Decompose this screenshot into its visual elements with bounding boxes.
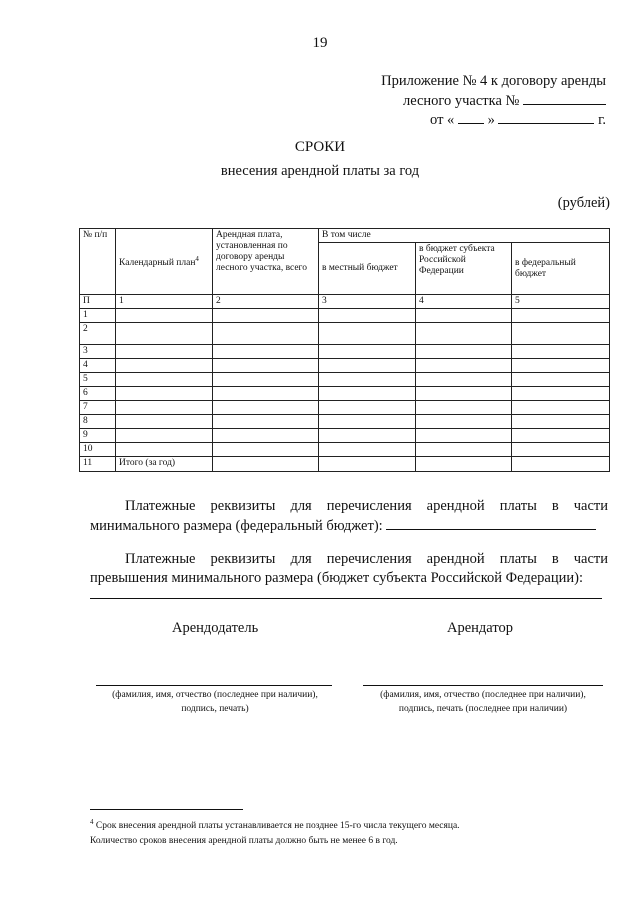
table-row <box>80 323 610 345</box>
row-plan <box>116 359 213 373</box>
lessor-note-line-1: (фамилия, имя, отчество (последнее при наличии), <box>112 690 318 700</box>
lessee-signature-note <box>356 688 610 716</box>
row-number: 1 <box>80 309 116 323</box>
contract-number-blank <box>523 91 606 105</box>
table-row <box>80 429 610 443</box>
cell-rent-total <box>213 401 319 415</box>
header-including: В том числе <box>319 229 610 243</box>
cell-local-budget <box>319 387 416 401</box>
cell-subject-budget <box>416 345 512 359</box>
footnote-marker: 4 <box>90 818 94 826</box>
row-number: 8 <box>80 415 116 429</box>
cell-local-budget <box>319 415 416 429</box>
document-subtitle: внесения арендной платы за год <box>220 163 420 179</box>
row-plan <box>116 387 213 401</box>
cell-local-budget <box>319 429 416 443</box>
lessee-note-line-2: подпись, печать (последнее при наличии) <box>398 704 568 714</box>
cell-subject-budget <box>416 323 512 345</box>
cell-local-budget <box>319 323 416 345</box>
cell-local-budget <box>319 309 416 323</box>
cell-subject-budget <box>416 359 512 373</box>
row-plan: Итого (за год) <box>116 457 213 472</box>
requisites-subject-line-1: Платежные реквизиты для перечисления арендной платы в части <box>125 551 608 567</box>
requisites-federal <box>90 497 608 536</box>
units-label: (рублей) <box>557 195 610 211</box>
lessor-signature-note <box>90 688 340 716</box>
row-plan <box>116 323 213 345</box>
lessee-note-line-1: (фамилия, имя, отчество (последнее при наличии), <box>380 690 586 700</box>
cell-rent-total <box>213 387 319 401</box>
table-row <box>80 443 610 457</box>
cell-rent-total <box>213 309 319 323</box>
footnote-line-2: Количество сроков внесения арендной платы должно быть не менее 6 в год. <box>90 836 398 847</box>
page-number: 19 <box>312 35 328 51</box>
appendix-line-1: Приложение № 4 к договору аренды <box>381 73 606 89</box>
date-year-suffix: г. <box>598 112 606 128</box>
column-number: 2 <box>213 295 319 309</box>
cell-subject-budget <box>416 373 512 387</box>
cell-subject-budget <box>416 401 512 415</box>
lessee-label: Арендатор <box>447 620 514 636</box>
appendix-line-3 <box>430 110 606 130</box>
cell-subject-budget <box>416 429 512 443</box>
cell-federal-budget <box>512 457 610 472</box>
table-row <box>80 345 610 359</box>
row-plan <box>116 373 213 387</box>
row-plan <box>116 309 213 323</box>
cell-local-budget <box>319 345 416 359</box>
date-month-year-blank <box>498 110 594 124</box>
cell-local-budget <box>319 457 416 472</box>
lessee-signature-line <box>363 685 603 686</box>
cell-rent-total <box>213 359 319 373</box>
cell-local-budget <box>319 359 416 373</box>
cell-local-budget <box>319 401 416 415</box>
column-number: 1 <box>116 295 213 309</box>
payment-schedule-table <box>79 228 610 472</box>
cell-local-budget <box>319 443 416 457</box>
federal-requisites-blank <box>386 516 596 530</box>
header-rent-total: Арендная плата, установленная по договору аренды лесного участка, всего <box>213 229 319 295</box>
row-number: 4 <box>80 359 116 373</box>
cell-rent-total <box>213 415 319 429</box>
row-plan <box>116 345 213 359</box>
row-number: 11 <box>80 457 116 472</box>
cell-federal-budget <box>512 443 610 457</box>
cell-federal-budget <box>512 323 610 345</box>
cell-subject-budget <box>416 415 512 429</box>
row-number: 2 <box>80 323 116 345</box>
row-number: 7 <box>80 401 116 415</box>
column-number: П <box>80 295 116 309</box>
footnote <box>90 815 610 849</box>
cell-subject-budget <box>416 443 512 457</box>
header-federal-budget: в федеральный бюджет <box>512 243 610 295</box>
cell-rent-total <box>213 457 319 472</box>
row-number: 10 <box>80 443 116 457</box>
requisites-federal-line-1: Платежные реквизиты для перечисления арендной платы в части <box>125 498 608 514</box>
table-row <box>80 387 610 401</box>
header-number: № п/п <box>80 229 116 295</box>
row-plan <box>116 443 213 457</box>
table-row <box>80 359 610 373</box>
row-plan <box>116 415 213 429</box>
lessor-label: Арендодатель <box>172 620 259 636</box>
table-row <box>80 415 610 429</box>
requisites-federal-line-2 <box>90 516 608 536</box>
column-numbers-row <box>80 295 610 309</box>
cell-subject-budget <box>416 387 512 401</box>
requisites-federal-line-2-text: минимального размера (федеральный бюджет): <box>90 518 383 534</box>
cell-federal-budget <box>512 415 610 429</box>
requisites-subject <box>90 550 608 588</box>
cell-federal-budget <box>512 387 610 401</box>
cell-subject-budget <box>416 457 512 472</box>
subject-requisites-blank <box>90 598 602 599</box>
cell-rent-total <box>213 443 319 457</box>
date-open-quote: от « <box>430 112 455 128</box>
table-row-total <box>80 457 610 472</box>
cell-subject-budget <box>416 309 512 323</box>
cell-rent-total <box>213 373 319 387</box>
document-title: СРОКИ <box>294 139 346 155</box>
requisites-subject-line-2: превышения минимального размера (бюджет субъекта Российской Федерации): <box>90 570 583 586</box>
appendix-line-2 <box>403 91 606 111</box>
cell-federal-budget <box>512 429 610 443</box>
row-number: 5 <box>80 373 116 387</box>
cell-federal-budget <box>512 309 610 323</box>
cell-federal-budget <box>512 359 610 373</box>
footnote-separator <box>90 809 243 810</box>
cell-rent-total <box>213 345 319 359</box>
table-row <box>80 309 610 323</box>
row-plan <box>116 401 213 415</box>
column-number: 3 <box>319 295 416 309</box>
table-row <box>80 373 610 387</box>
date-day-blank <box>458 110 484 124</box>
cell-federal-budget <box>512 345 610 359</box>
column-number: 4 <box>416 295 512 309</box>
row-number: 3 <box>80 345 116 359</box>
lessor-note-line-2: подпись, печать) <box>181 704 249 714</box>
appendix-line-2-text: лесного участка № <box>402 93 520 109</box>
lessor-signature-line <box>96 685 332 686</box>
cell-rent-total <box>213 429 319 443</box>
cell-rent-total <box>213 323 319 345</box>
header-plan <box>116 229 213 295</box>
cell-local-budget <box>319 373 416 387</box>
date-close-quote: » <box>487 112 495 128</box>
row-plan <box>116 429 213 443</box>
cell-federal-budget <box>512 401 610 415</box>
cell-federal-budget <box>512 373 610 387</box>
column-number: 5 <box>512 295 610 309</box>
header-local-budget: в местный бюджет <box>319 243 416 295</box>
footnote-line-1-text: Срок внесения арендной платы устанавливается не позднее 15-го числа текущего месяца. <box>95 821 460 832</box>
row-number: 6 <box>80 387 116 401</box>
header-plan-footnote-marker: 4 <box>195 254 199 263</box>
row-number: 9 <box>80 429 116 443</box>
header-subject-budget: в бюджет субъекта Российской Федерации <box>416 243 512 295</box>
header-plan-text: Календарный план <box>119 258 196 269</box>
table-row <box>80 401 610 415</box>
footnote-line-1 <box>90 815 610 834</box>
